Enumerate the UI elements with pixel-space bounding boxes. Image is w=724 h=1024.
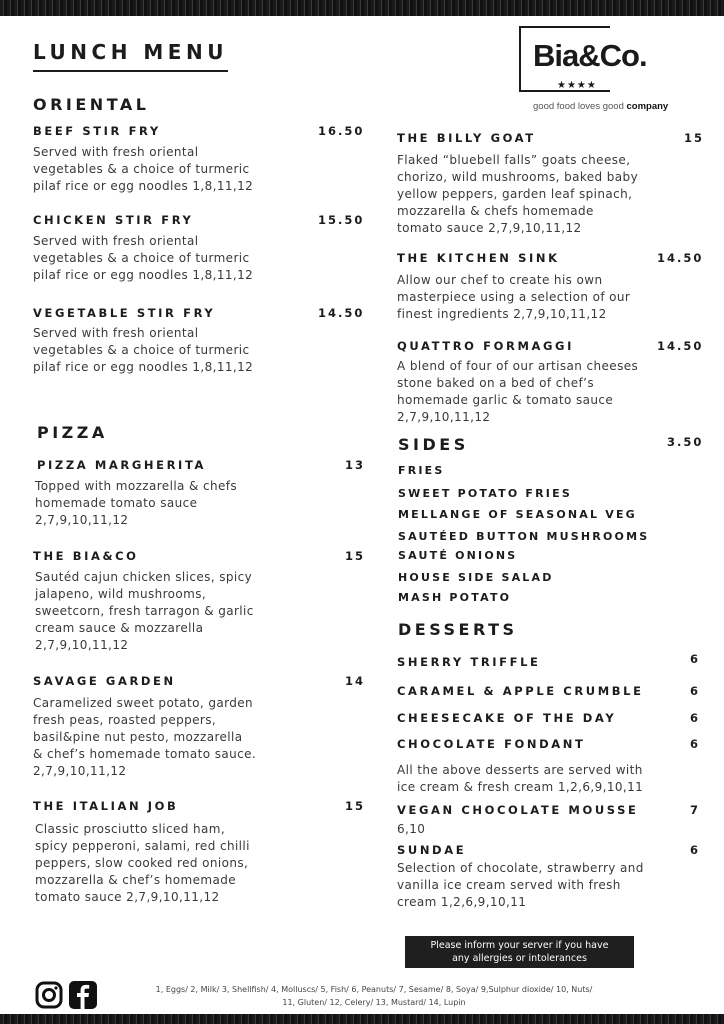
dessert-chocolate-fondant: CHOCOLATE FONDANT bbox=[397, 737, 586, 751]
item-vegetable-stir-fry: VEGETABLE STIR FRY bbox=[33, 306, 216, 320]
desc-chicken-stir-fry: Served with fresh oriental vegetables & a choice of turmeric pilaf rice or egg noodles 1,8,11,12 bbox=[33, 234, 254, 282]
item-savage-garden: SAVAGE GARDEN bbox=[33, 674, 176, 688]
logo-tagline-bold: company bbox=[626, 101, 669, 112]
price-cheesecake: 6 bbox=[690, 711, 701, 725]
side-seasonal-veg: MELLANGE OF SEASONAL VEG bbox=[398, 508, 637, 521]
menu-title: LUNCH MENU bbox=[33, 40, 228, 64]
allergen-legend bbox=[100, 983, 648, 1009]
desc-beef-stir-fry: Served with fresh oriental vegetables & a choice of turmeric pilaf rice or egg noodles 1,8,11,12 bbox=[33, 145, 254, 193]
price-beef-stir-fry: 16.50 bbox=[318, 124, 365, 138]
desc-sundae: Selection of chocolate, strawberry and vanilla ice cream served with fresh cream 1,2,6,9,10,11 bbox=[397, 861, 644, 909]
desc-the-italian-job: Classic prosciutto sliced ham, spicy pepperoni, salami, red chilli peppers, slow cooked red onions, mozzarella & chef’s homemade tomato sauce 2,7,9,10,11,12 bbox=[35, 822, 250, 904]
dessert-caramel-apple-crumble: CARAMEL & APPLE CRUMBLE bbox=[397, 684, 644, 698]
price-vegan-mousse: 7 bbox=[690, 803, 701, 817]
item-pizza-margherita: PIZZA MARGHERITA bbox=[37, 458, 206, 472]
item-the-bia-co: THE BIA&CO bbox=[33, 549, 139, 563]
item-chicken-stir-fry: CHICKEN STIR FRY bbox=[33, 213, 194, 227]
desc-the-kitchen-sink: Allow our chef to create his own masterpiece using a selection of our finest ingredients 2,7,9,10,11,12 bbox=[397, 273, 631, 321]
vegan-mousse-allergens: 6,10 bbox=[397, 822, 426, 836]
price-quattro-formaggi: 14.50 bbox=[657, 339, 704, 353]
price-vegetable-stir-fry: 14.50 bbox=[318, 306, 365, 320]
side-saute-onions: SAUTÉ ONIONS bbox=[398, 549, 518, 562]
price-pizza-margherita: 13 bbox=[345, 458, 366, 472]
desc-pizza-margherita: Topped with mozzarella & chefs homemade tomato sauce 2,7,9,10,11,12 bbox=[35, 479, 238, 527]
price-the-kitchen-sink: 14.50 bbox=[657, 251, 704, 265]
side-house-salad: HOUSE SIDE SALAD bbox=[398, 571, 554, 584]
facebook-icon[interactable] bbox=[69, 981, 97, 1009]
item-the-kitchen-sink: THE KITCHEN SINK bbox=[397, 251, 560, 265]
side-sweet-potato-fries: SWEET POTATO FRIES bbox=[398, 487, 572, 500]
desserts-note: All the above desserts are served with ice cream & fresh cream 1,2,6,9,10,11 bbox=[397, 763, 644, 794]
price-savage-garden: 14 bbox=[345, 674, 366, 688]
allergen-legend-line1: 1, Eggs/ 2, Milk/ 3, Shellfish/ 4, Molluscs/ 5, Fish/ 6, Peanuts/ 7, Sesame/ 8, Soya/ 9,Sulphur dioxide/ 10, Nuts/ bbox=[155, 985, 593, 994]
item-beef-stir-fry: BEEF STIR FRY bbox=[33, 124, 161, 138]
bottom-border bbox=[0, 1014, 724, 1024]
logo-tagline-start: good food loves good bbox=[533, 101, 624, 112]
section-desserts: DESSERTS bbox=[398, 620, 518, 639]
logo-stars: ★★★★ bbox=[557, 80, 597, 91]
desc-the-bia-co: Sautéd cajun chicken slices, spicy jalapeno, wild mushrooms, sweetcorn, fresh tarragon & garlic cream sauce & mozzarella 2,7,9,10,11,12 bbox=[35, 570, 254, 652]
side-mash-potato: MASH POTATO bbox=[398, 591, 512, 604]
price-sundae: 6 bbox=[690, 843, 701, 857]
price-sides: 3.50 bbox=[667, 435, 704, 449]
desc-quattro-formaggi: A blend of four of our artisan cheeses stone baked on a bed of chef’s homemade garlic & tomato sauce 2,7,9,10,11,12 bbox=[397, 359, 639, 424]
dessert-cheesecake: CHEESECAKE OF THE DAY bbox=[397, 711, 617, 725]
price-chicken-stir-fry: 15.50 bbox=[318, 213, 365, 227]
instagram-icon[interactable] bbox=[35, 981, 63, 1009]
dessert-vegan-mousse: VEGAN CHOCOLATE MOUSSE bbox=[397, 803, 639, 817]
item-the-billy-goat: THE BILLY GOAT bbox=[397, 131, 536, 145]
price-the-italian-job: 15 bbox=[345, 799, 366, 813]
price-caramel-apple-crumble: 6 bbox=[690, 684, 701, 698]
side-fries: FRIES bbox=[398, 464, 445, 477]
item-the-italian-job: THE ITALIAN JOB bbox=[33, 799, 179, 813]
dessert-sundae: SUNDAE bbox=[397, 843, 467, 857]
item-quattro-formaggi: QUATTRO FORMAGGI bbox=[397, 339, 574, 353]
desc-the-billy-goat: Flaked “bluebell falls” goats cheese, chorizo, wild mushrooms, baked baby yellow peppers, garden leaf spinach, mozzarella & chefs homemade tomato sauce 2,7,9,10,11,12 bbox=[397, 153, 639, 235]
dessert-sherry-triffle: SHERRY TRIFFLE bbox=[397, 655, 541, 669]
allergen-legend-line2: 11, Gluten/ 12, Celery/ 13, Mustard/ 14, Lupin bbox=[282, 998, 466, 1007]
section-pizza: PIZZA bbox=[37, 423, 108, 442]
price-the-billy-goat: 15 bbox=[684, 131, 705, 145]
section-sides: SIDES bbox=[398, 435, 469, 454]
allergy-notice-line2: any allergies or intolerances bbox=[452, 953, 587, 964]
allergy-notice-line1: Please inform your server if you have bbox=[430, 940, 609, 951]
allergy-notice bbox=[405, 936, 634, 968]
section-oriental: ORIENTAL bbox=[33, 95, 150, 114]
title-underline bbox=[33, 70, 228, 72]
price-the-bia-co: 15 bbox=[345, 549, 366, 563]
logo-tagline bbox=[533, 101, 668, 112]
logo-name: Bia&Co. bbox=[533, 38, 647, 73]
side-sauteed-mushrooms: SAUTÉED BUTTON MUSHROOMS bbox=[398, 530, 650, 543]
desc-savage-garden: Caramelized sweet potato, garden fresh peas, roasted peppers, basil&pine nut pesto, mozzarella & chef’s homemade tomato sauce. 2,7,9,10,11,12 bbox=[33, 696, 257, 778]
top-border bbox=[0, 0, 724, 16]
price-sherry-triffle: 6 bbox=[690, 652, 701, 666]
desc-vegetable-stir-fry: Served with fresh oriental vegetables & a choice of turmeric pilaf rice or egg noodles 1,8,11,12 bbox=[33, 326, 254, 374]
price-chocolate-fondant: 6 bbox=[690, 737, 701, 751]
